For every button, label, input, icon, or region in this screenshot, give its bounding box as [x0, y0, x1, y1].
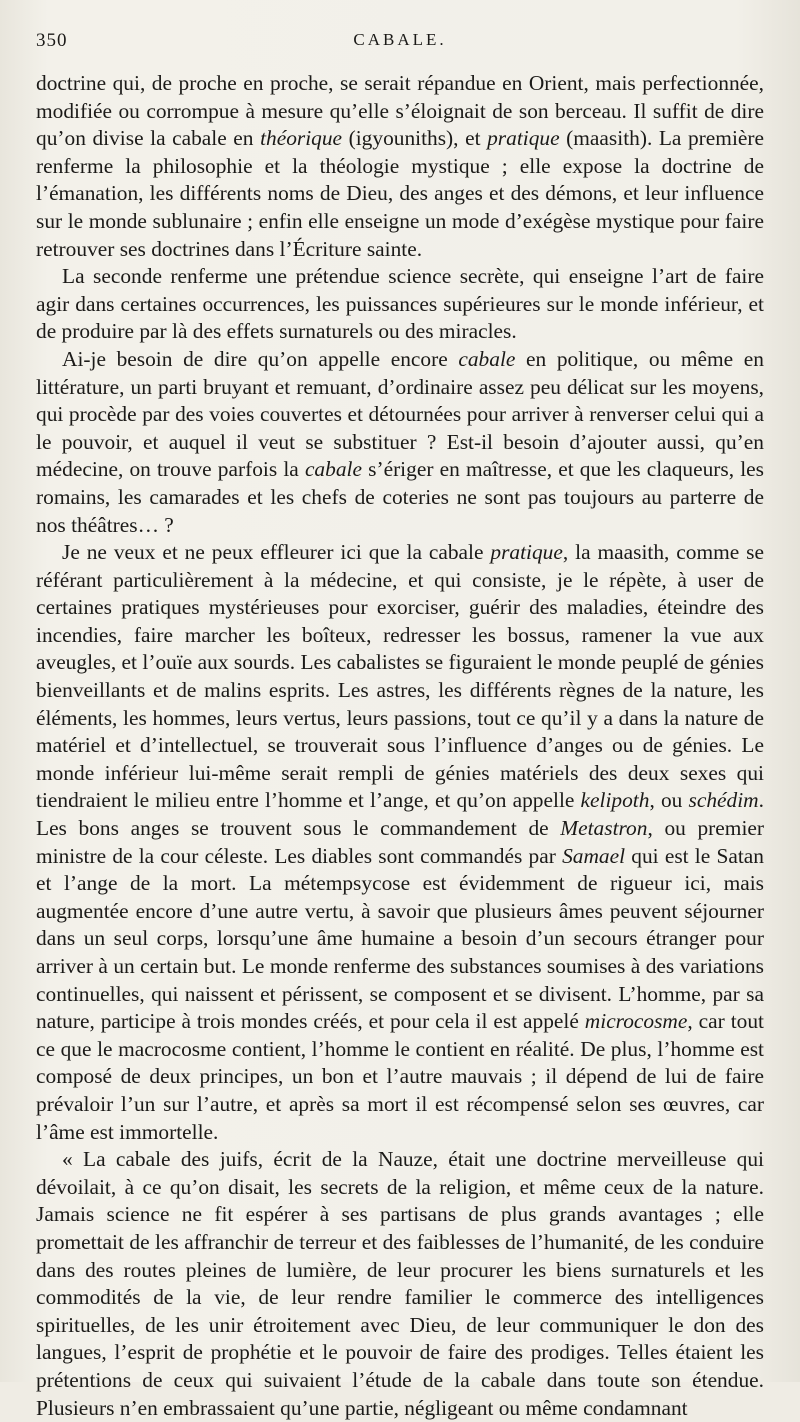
text-run: (igyouniths), et [342, 126, 488, 151]
text-run: . Les bons anges se trouvent sous le commandement de [36, 788, 764, 841]
italic-term: pratique [487, 126, 560, 151]
page-number: 350 [36, 30, 68, 51]
text-run: doctrine qui, de proche en proche, se serait répandue en Orient, mais perfectionnée, modifiée ou corrompue à mesure qu’elle s’éloignait de son berceau. Il suffit de dire qu’on divise la cabale en [36, 71, 764, 151]
italic-term: Samael [562, 843, 626, 868]
italic-term: pratique [490, 540, 563, 565]
text-run: « La cabale des juifs, écrit de la Nauze, était une doctrine merveilleuse qui dévoilait, à ce qu’on disait, les secrets de la religion, et même ceux de la nature. Jamais science ne fit espérer à ses partisans de plus grands avantages ; elle promettait de les affranchir de terreur et des faiblesses de l’humanité, de les conduire dans des routes pleines de lumière, de leur procurer les biens surnaturels et les commodités de la vie, de leur rendre familier le commerce des intelligences spirituelles, de les unir étroitement avec Dieu, de leur communiquer le don des langues, l’esprit de prophétie et le pouvoir de faire des prodiges. Telles étaient les prétentions de ceux qui suivaient l’étude de la cabale dans toute son étendue. Plusieurs n’en embrassaient qu’une partie, négligeant ou même condamnant [36, 1147, 764, 1420]
text-run: Ai-je besoin de dire qu’on appelle encore [62, 346, 459, 371]
running-title: CABALE. [353, 30, 447, 49]
paragraph [36, 263, 764, 346]
paragraph [36, 1146, 764, 1422]
text-run: La seconde renferme une prétendue science secrète, qui enseigne l’art de faire agir dans certaines occurrences, les puissances supérieures sur le monde inférieur, et de produire par là des effets surnaturels ou des miracles. [36, 264, 764, 344]
paragraph [36, 539, 764, 1146]
text-run: Je ne veux et ne peux effleurer ici que la cabale [62, 540, 491, 565]
text-run: , ou [649, 788, 689, 813]
paragraph [36, 70, 764, 263]
paragraph [36, 346, 764, 539]
text-run: qui est le Satan et l’ange de la mort. La métempsycose est évidemment de rigueur ici, mais augmentée encore d’une autre vertu, à savoir que plusieurs âmes peuvent séjourner dans un seul corps, lorsqu’une âme humaine a besoin d’un secours étranger pour arriver à un certain but. Le monde renferme des substances soumises à des variations continuelles, qui naissent et périssent, se composent et se divisent. L’homme, par sa nature, participe à trois mondes créés, et pour cela il est appelé [36, 843, 764, 1034]
italic-term: schédim [688, 788, 759, 813]
italic-term: microcosme [584, 1009, 688, 1034]
italic-term: théorique [260, 126, 343, 151]
text-run: , car tout ce que le macrocosme contient, l’homme le contient en réalité. De plus, l’homme est composé de deux principes, un bon et l’autre mauvais ; il dépend de lui de faire prévaloir l’un sur l’autre, et après sa mort il est récompensé selon ses œuvres, car l’âme est immortelle. [36, 1009, 764, 1144]
italic-term: cabale [304, 457, 362, 482]
text-run: , ou premier ministre de la cour céleste. Les diables sont commandés par [36, 816, 764, 868]
page-header [36, 30, 764, 70]
italic-term: cabale [458, 346, 516, 371]
text-run: en politique, ou même en littérature, un parti bruyant et remuant, d’ordinaire assez peu délicat sur les moyens, qui procède par des voies couvertes et détournées pour arriver à renverser celui qui a le pouvoir, et auquel il veut se substituer ? Est-il besoin d’ajouter aussi, qu’en médecine, on trouve parfois la [36, 346, 764, 482]
body-text [36, 70, 764, 1422]
text-run: (maasith). La première renferme la philosophie et la théologie mystique ; elle expose la doctrine de l’émanation, les différents noms de Dieu, des anges et des démons, et leur influence sur le monde sublunaire ; enfin elle enseigne un mode d’exégèse mystique pour faire retrouver ses doctrines dans l’Écriture sainte. [36, 126, 764, 261]
italic-term: kelipoth [580, 788, 650, 813]
italic-term: Metastron [560, 816, 648, 841]
text-run: , la maasith, comme se référant particulièrement à la médecine, et qui consiste, je le répète, à user de certaines pratiques mystérieuses pour exorciser, guérir des maladies, éteindre des incendies, faire marcher les boîteux, redresser les bossus, ramener la vue aux aveugles, et l’ouïe aux sourds. Les cabalistes se figuraient le monde peuplé de génies bienveillants et de malins esprits. Les astres, les différents règnes de la nature, les éléments, les hommes, leurs vertus, leurs passions, tout ce qu’il y a dans la nature de matériel et d’intellectuel, se trouverait sous l’influence d’anges ou de génies. Le monde inférieur lui-même serait rempli de génies matériels des deux sexes qui tiendraient le milieu entre l’homme et l’ange, et qu’on appelle [36, 540, 764, 813]
text-run: s’ériger en maîtresse, et que les claqueurs, les romains, les camarades et les chefs de coteries ne sont pas toujours au parterre de nos théâtres… ? [36, 457, 764, 537]
